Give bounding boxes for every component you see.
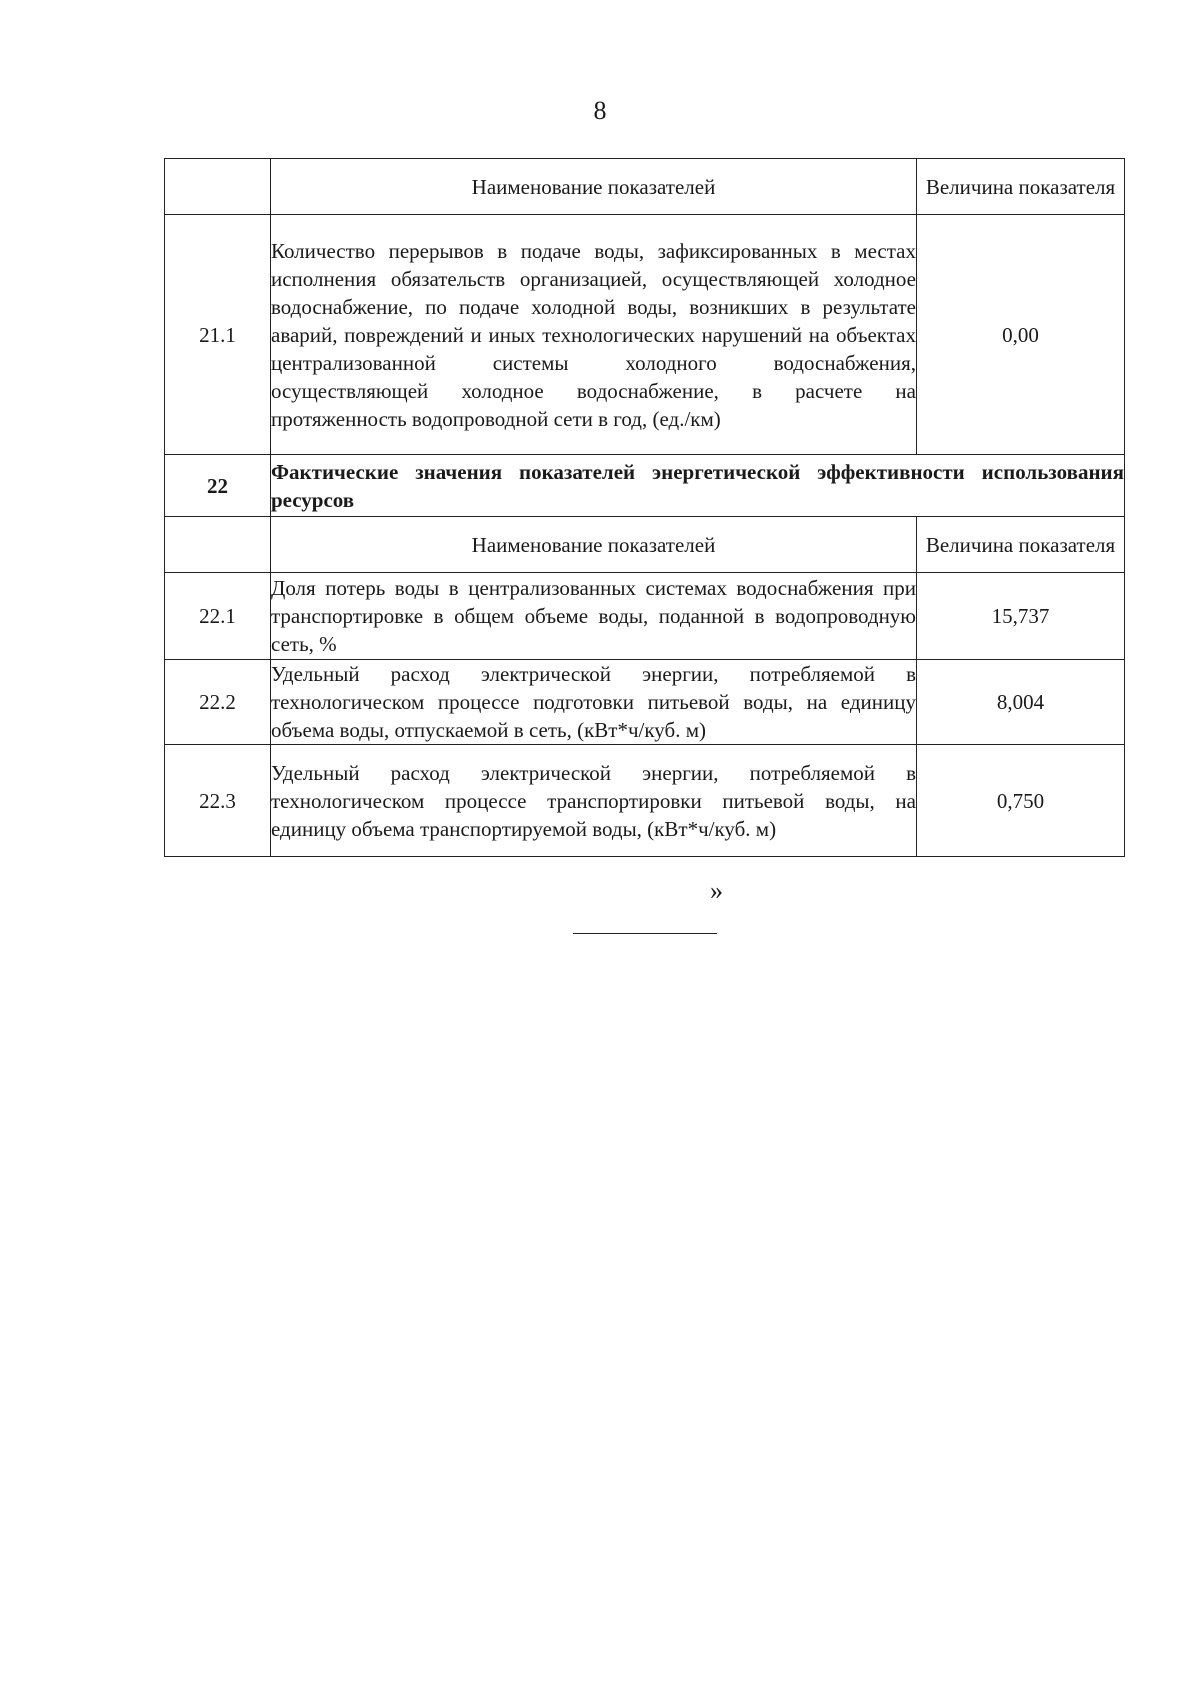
- table-row: [165, 660, 1125, 745]
- header-number-cell: [165, 517, 271, 573]
- page-number: 8: [593, 96, 607, 125]
- indicator-value: 0,00: [917, 215, 1125, 455]
- header-name-cell: Наименование показателей: [271, 517, 917, 573]
- closing-quote: »: [710, 876, 723, 905]
- header-value-cell: Величина показателя: [917, 517, 1125, 573]
- table-row: [165, 745, 1125, 857]
- header-number-cell: [165, 159, 271, 215]
- indicators-table: [164, 158, 1125, 857]
- table-row: [165, 573, 1125, 660]
- section-number: 22: [165, 455, 271, 517]
- row-number: 22.1: [165, 573, 271, 660]
- indicator-name: Доля потерь воды в централизованных системах водоснабжения при транспортировке в общем объеме воды, поданной в водопроводную сеть, %: [271, 573, 917, 660]
- indicator-value: 0,750: [917, 745, 1125, 857]
- header-value-cell: Величина показателя: [917, 159, 1125, 215]
- table-header-row: [165, 517, 1125, 573]
- indicator-name: Удельный расход электрической энергии, потребляемой в технологическом процессе транспортировки питьевой воды, на единицу объема транспортируемой воды, (кВт*ч/куб. м): [271, 745, 917, 857]
- indicator-name: Удельный расход электрической энергии, потребляемой в технологическом процессе подготовки питьевой воды, на единицу объема воды, отпускаемой в сеть, (кВт*ч/куб. м): [271, 660, 917, 745]
- row-number: 21.1: [165, 215, 271, 455]
- end-rule: [573, 933, 717, 934]
- indicator-value: 15,737: [917, 573, 1125, 660]
- indicator-name: Количество перерывов в подаче воды, зафиксированных в местах исполнения обязательств организацией, осуществляющей холодное водоснабжение, по подаче холодной воды, возникших в результате аварий, повреждений и иных технологических нарушений на объектах централизованной системы холодного водоснабжения, осуществляющей холодное водоснабжение, в расчете на протяженность водопроводной сети в год, (ед./км): [271, 215, 917, 455]
- indicator-value: 8,004: [917, 660, 1125, 745]
- section-title: Фактические значения показателей энергетической эффективности использования ресурсов: [271, 455, 1125, 517]
- section-row: [165, 455, 1125, 517]
- row-number: 22.2: [165, 660, 271, 745]
- header-name-cell: Наименование показателей: [271, 159, 917, 215]
- row-number: 22.3: [165, 745, 271, 857]
- table-row: [165, 215, 1125, 455]
- table-header-row: [165, 159, 1125, 215]
